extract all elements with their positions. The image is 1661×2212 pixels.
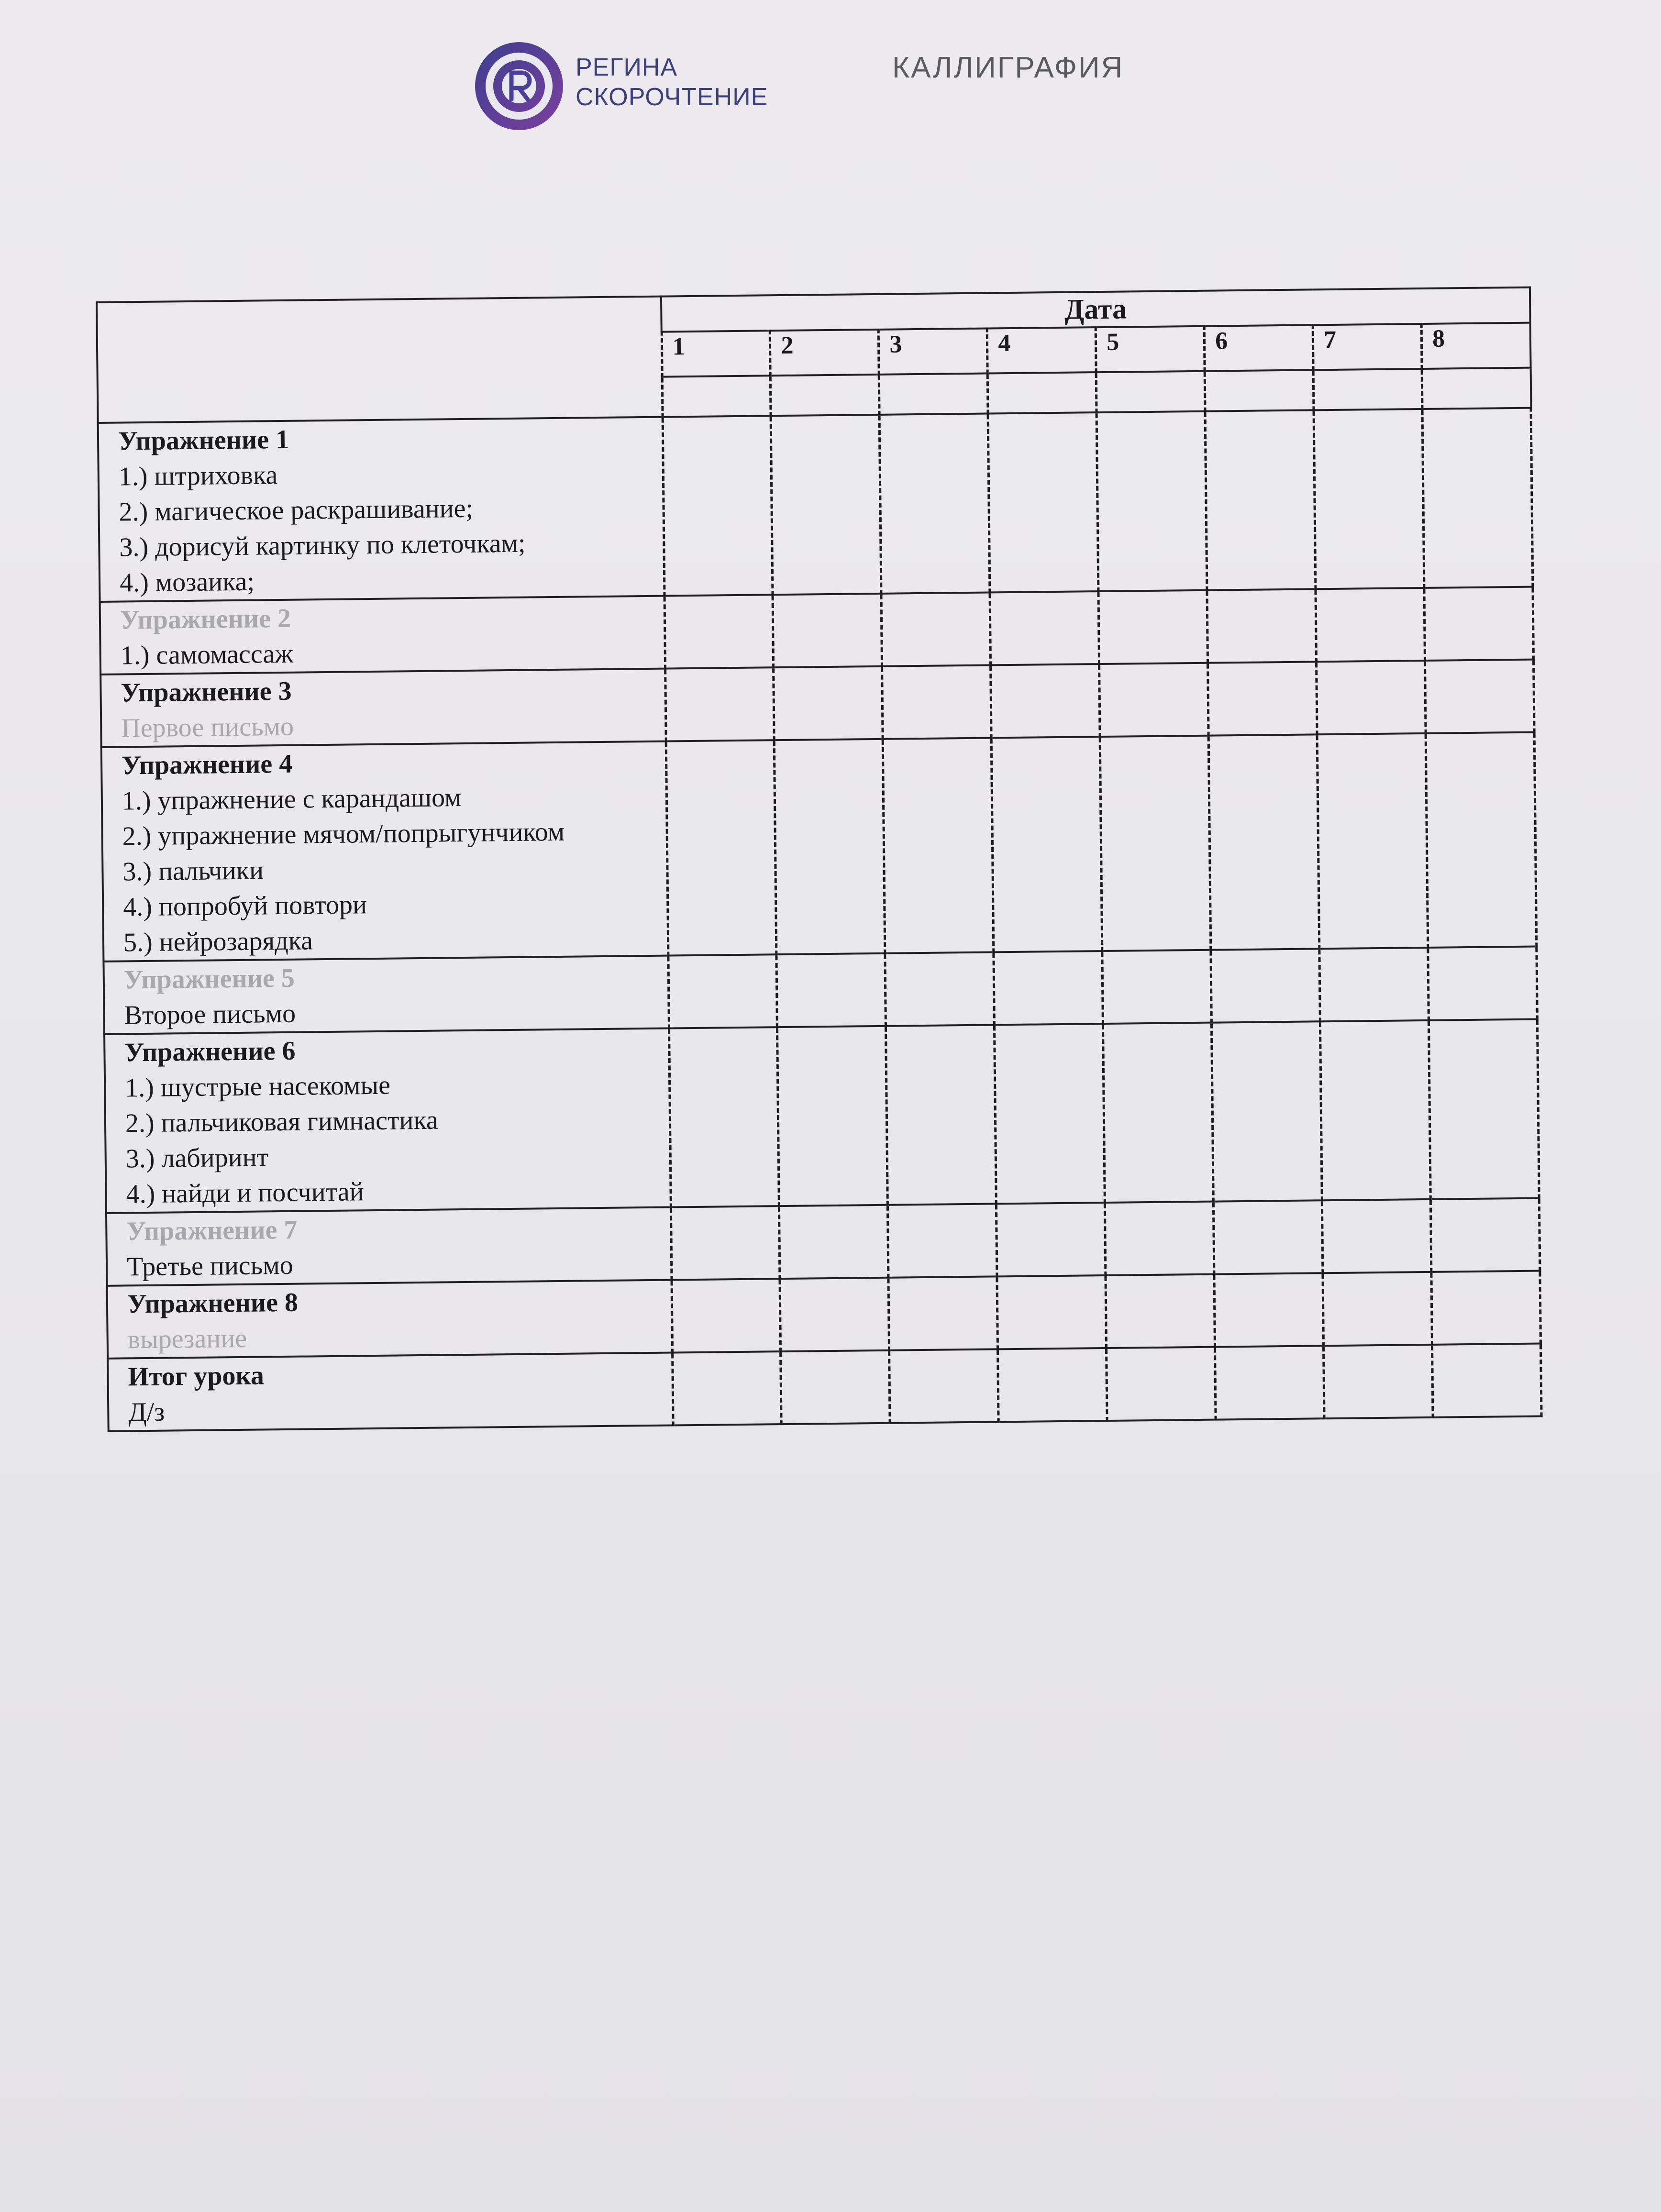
mark-cell[interactable] xyxy=(1320,1020,1431,1200)
mark-cell[interactable] xyxy=(776,953,886,1027)
exercise-title: Итог урока xyxy=(128,1360,265,1392)
exercise-title: Упражнение 4 xyxy=(121,749,293,781)
exercise-item: 4.) найди и посчитай xyxy=(126,1177,364,1209)
page-header xyxy=(471,38,1189,134)
exercise-description xyxy=(107,1280,673,1359)
mark-cell[interactable] xyxy=(1214,1200,1323,1274)
exercise-item: 2.) магическое раскрашивание; xyxy=(119,493,474,527)
exercise-item: Первое письмо xyxy=(121,711,294,743)
mark-cell[interactable] xyxy=(779,1205,889,1279)
mark-cell[interactable] xyxy=(886,1025,997,1205)
exercise-item: 2.) упражнение мячом/попрыгунчиком xyxy=(122,817,565,852)
exercise-item: 1.) штриховка xyxy=(118,460,278,492)
date-entry-cell[interactable] xyxy=(1313,369,1422,410)
date-entry-cell[interactable] xyxy=(987,372,1096,413)
mark-cell[interactable] xyxy=(1208,734,1319,950)
date-column-5: 5 xyxy=(1096,326,1205,372)
mark-cell[interactable] xyxy=(1207,589,1317,663)
date-column-2: 2 xyxy=(770,330,879,376)
mark-cell[interactable] xyxy=(780,1278,889,1351)
exercise-rows xyxy=(98,408,1541,1431)
exercise-title: Упражнение 7 xyxy=(126,1215,298,1247)
mark-cell[interactable] xyxy=(889,1349,999,1423)
mark-cell[interactable] xyxy=(1103,1023,1214,1203)
mark-cell[interactable] xyxy=(988,412,1098,592)
exercise-item: 4.) попробуй повтори xyxy=(122,890,367,922)
course-title: КАЛЛИГРАФИЯ xyxy=(892,51,1124,84)
mark-cell[interactable] xyxy=(666,740,777,955)
mark-cell[interactable] xyxy=(885,952,995,1026)
exercise-item: вырезание xyxy=(127,1323,247,1355)
mark-cell[interactable] xyxy=(664,595,774,668)
exercise-description xyxy=(103,956,669,1034)
mark-cell[interactable] xyxy=(781,1350,890,1424)
date-entry-cell[interactable] xyxy=(879,373,988,414)
mark-cell[interactable] xyxy=(1214,1273,1324,1347)
mark-cell[interactable] xyxy=(995,1024,1105,1204)
mark-cell[interactable] xyxy=(1205,410,1316,590)
mark-cell[interactable] xyxy=(671,1279,781,1352)
exercise-item: 1.) самомассаж xyxy=(120,639,294,671)
mark-cell[interactable] xyxy=(1106,1274,1215,1348)
mark-cell[interactable] xyxy=(1324,1345,1433,1418)
exercise-item: 5.) нейрозарядка xyxy=(123,926,313,958)
mark-cell[interactable] xyxy=(994,951,1103,1025)
brand-name xyxy=(576,53,768,112)
mark-cell[interactable] xyxy=(1431,1271,1541,1344)
mark-cell[interactable] xyxy=(1102,950,1212,1024)
exercise-row xyxy=(108,1343,1541,1431)
mark-cell[interactable] xyxy=(775,739,886,954)
exercise-item: 3.) дорисуй картинку по клеточкам; xyxy=(119,528,526,563)
mark-cell[interactable] xyxy=(1098,590,1208,664)
mark-cell[interactable] xyxy=(1317,661,1426,734)
exercise-description xyxy=(108,1353,673,1431)
mark-cell[interactable] xyxy=(771,415,882,595)
exercise-title: Упражнение 3 xyxy=(121,676,292,708)
mark-cell[interactable] xyxy=(1426,732,1537,948)
date-column-8: 8 xyxy=(1421,323,1530,369)
mark-cell[interactable] xyxy=(663,416,773,596)
mark-cell[interactable] xyxy=(671,1206,780,1280)
mark-cell[interactable] xyxy=(1211,949,1320,1022)
mark-cell[interactable] xyxy=(1319,948,1429,1021)
mark-cell[interactable] xyxy=(1428,947,1538,1020)
mark-cell[interactable] xyxy=(997,1203,1106,1276)
mark-cell[interactable] xyxy=(1424,587,1534,661)
mark-cell[interactable] xyxy=(1096,411,1207,591)
mark-cell[interactable] xyxy=(1316,588,1425,662)
mark-cell[interactable] xyxy=(1432,1343,1542,1417)
exercise-row xyxy=(98,408,1533,602)
mark-cell[interactable] xyxy=(668,954,777,1028)
exercise-title: Упражнение 6 xyxy=(124,1036,296,1068)
date-column-7: 7 xyxy=(1313,324,1422,370)
mark-cell[interactable] xyxy=(1212,1021,1322,1201)
mark-cell[interactable] xyxy=(882,665,992,739)
date-column-6: 6 xyxy=(1204,325,1313,371)
mark-cell[interactable] xyxy=(1314,409,1424,589)
exercise-title: Упражнение 1 xyxy=(118,424,289,456)
mark-cell[interactable] xyxy=(990,591,1099,665)
exercise-row xyxy=(104,1019,1539,1213)
date-entry-cell[interactable] xyxy=(1205,370,1314,411)
mark-cell[interactable] xyxy=(777,1026,888,1206)
mark-cell[interactable] xyxy=(1428,1019,1539,1199)
progress-table xyxy=(96,287,1543,1432)
exercise-description xyxy=(101,741,668,962)
mark-cell[interactable] xyxy=(672,1351,782,1425)
exercise-description xyxy=(106,1207,672,1286)
exercise-title: Упражнение 5 xyxy=(123,963,295,995)
date-entry-cell[interactable] xyxy=(1096,371,1205,412)
mark-cell[interactable] xyxy=(1322,1199,1431,1273)
mark-cell[interactable] xyxy=(1100,736,1211,951)
mark-cell[interactable] xyxy=(1323,1272,1432,1346)
exercise-title: Упражнение 8 xyxy=(127,1287,299,1319)
mark-cell[interactable] xyxy=(883,738,994,953)
exercise-row xyxy=(101,732,1537,962)
mark-cell[interactable] xyxy=(669,1027,779,1207)
mark-cell[interactable] xyxy=(879,413,990,593)
brand-logo xyxy=(471,38,567,134)
mark-cell[interactable] xyxy=(888,1276,998,1350)
mark-cell[interactable] xyxy=(773,594,882,667)
mark-cell[interactable] xyxy=(1208,662,1318,735)
mark-cell[interactable] xyxy=(991,664,1100,738)
mark-cell[interactable] xyxy=(1099,663,1209,737)
exercise-title: Упражнение 2 xyxy=(120,603,291,635)
exercise-item: Второе письмо xyxy=(124,998,296,1030)
mark-cell[interactable] xyxy=(1425,660,1535,733)
mark-cell[interactable] xyxy=(998,1348,1107,1422)
corner-cell xyxy=(97,297,663,423)
mark-cell[interactable] xyxy=(881,592,991,666)
date-header: Дата xyxy=(661,288,1530,332)
brand-line1: РЕГИНА xyxy=(576,54,678,81)
mark-cell[interactable] xyxy=(1105,1202,1215,1275)
mark-cell[interactable] xyxy=(991,737,1102,952)
exercise-item: 1.) шустрые насекомые xyxy=(124,1070,391,1103)
mark-cell[interactable] xyxy=(774,666,883,740)
date-column-1: 1 xyxy=(662,331,771,376)
mark-cell[interactable] xyxy=(1107,1347,1216,1421)
exercise-description xyxy=(100,596,665,675)
date-entry-cell[interactable] xyxy=(771,375,880,416)
exercise-item: Д/з xyxy=(128,1397,165,1427)
exercise-item: 1.) упражнение с карандашом xyxy=(122,783,462,816)
mark-cell[interactable] xyxy=(1215,1346,1325,1419)
exercise-item: 3.) лабиринт xyxy=(125,1142,269,1174)
exercise-item: 3.) пальчики xyxy=(122,855,264,887)
brand-line2: СКОРОЧТЕНИЕ xyxy=(576,83,768,111)
exercise-item: 4.) мозаика; xyxy=(119,566,255,598)
exercise-description xyxy=(104,1029,671,1213)
exercise-description xyxy=(98,417,664,602)
exercise-item: Третье письмо xyxy=(126,1250,294,1282)
exercise-description xyxy=(100,669,666,747)
exercise-item: 2.) пальчиковая гимнастика xyxy=(125,1105,439,1139)
mark-cell[interactable] xyxy=(1317,733,1428,949)
date-entry-cell[interactable] xyxy=(662,376,771,417)
mark-cell[interactable] xyxy=(997,1275,1107,1349)
date-column-4: 4 xyxy=(987,327,1096,373)
mark-cell[interactable] xyxy=(1422,408,1533,588)
mark-cell[interactable] xyxy=(888,1204,997,1277)
date-entry-cell[interactable] xyxy=(1422,368,1531,409)
mark-cell[interactable] xyxy=(665,667,775,741)
date-column-3: 3 xyxy=(879,328,988,374)
progress-table-sheet xyxy=(96,287,1543,1464)
mark-cell[interactable] xyxy=(1430,1198,1540,1272)
